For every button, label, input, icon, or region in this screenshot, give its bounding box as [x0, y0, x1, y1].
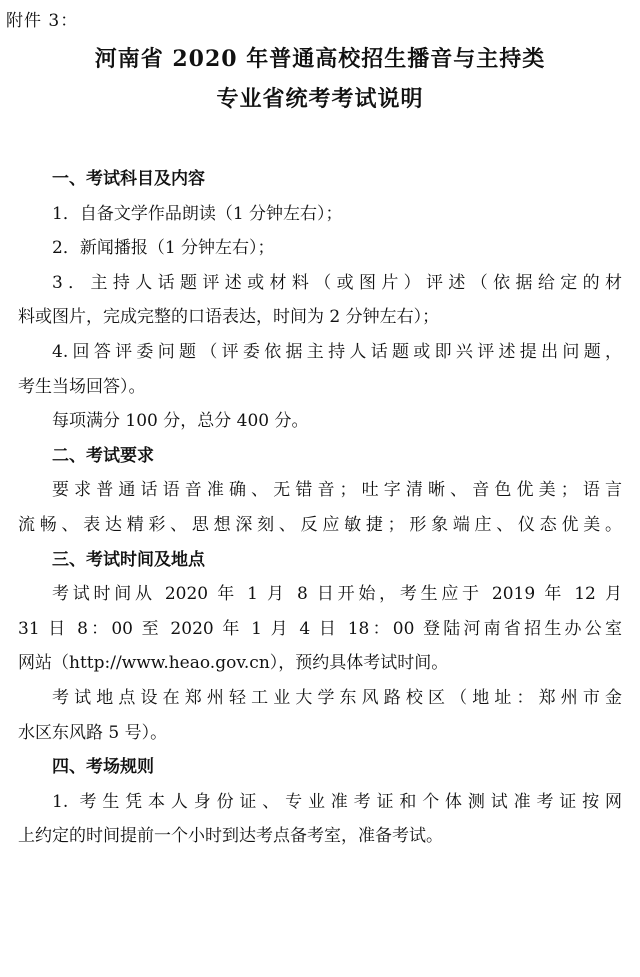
requirements-line-2: 流畅、表达精彩、思想深刻、反应敏捷；形象端庄、仪态优美。 — [18, 514, 622, 535]
section-heading-subjects: 一、考试科目及内容 — [52, 169, 205, 189]
exam-place-line-1: 考试地点设在郑州轻工业大学东风路校区（地址：郑州市金 — [52, 687, 622, 708]
section-heading-requirements: 二、考试要求 — [52, 445, 154, 466]
subject-item-2: 2．新闻播报（1 分钟左右）； — [52, 238, 275, 259]
subject-item-4-line-2: 考生当场回答）。 — [18, 376, 146, 397]
exam-place-line-2: 水区东风路 5 号）。 — [18, 722, 168, 743]
document-title-line-1: 河南省 2020 年普通高校招生播音与主持类 — [94, 46, 546, 72]
rule-1-line-1: 1. 考生凭本人身份证、专业准考证和个体测试准考证按网 — [52, 791, 622, 812]
section-heading-rules: 四、考场规则 — [52, 757, 154, 778]
subject-item-1: 1．自备文学作品朗读（1 分钟左右）； — [52, 203, 343, 224]
document-title-line-2: 专业省统考考试说明 — [216, 86, 424, 112]
exam-time-line-2: 31 日 8：00 至 2020 年 1 月 4 日 18：00 登陆河南省招生办公室 — [18, 618, 622, 639]
rule-1-line-2: 上约定的时间提前一个小时到达考点备考室，准备考试。 — [18, 826, 443, 847]
section-heading-time-place: 三、考试时间及地点 — [52, 549, 205, 570]
score-note: 每项满分 100 分，总分 400 分。 — [52, 411, 309, 432]
exam-time-line-1: 考试时间从 2020 年 1 月 8 日开始，考生应于 2019 年 12 月 — [52, 584, 622, 605]
subject-item-3-line-1: 3．主持人话题评述或材料（或图片）评述（依据给定的材 — [52, 272, 622, 293]
requirements-line-1: 要求普通话语音准确、无错音；吐字清晰、音色优美；语言 — [52, 480, 622, 501]
subject-item-3-line-2: 料或图片，完成完整的口语表达，时间为 2 分钟左右）； — [18, 307, 440, 328]
subject-item-4-line-1: 4.回答评委问题（评委依据主持人话题或即兴评述提出问题， — [52, 341, 622, 362]
attachment-label: 附件 3： — [6, 11, 79, 31]
exam-time-line-3: 网站（http://www.heao.gov.cn），预约具体考试时间。 — [18, 653, 449, 674]
document-body — [18, 162, 622, 854]
